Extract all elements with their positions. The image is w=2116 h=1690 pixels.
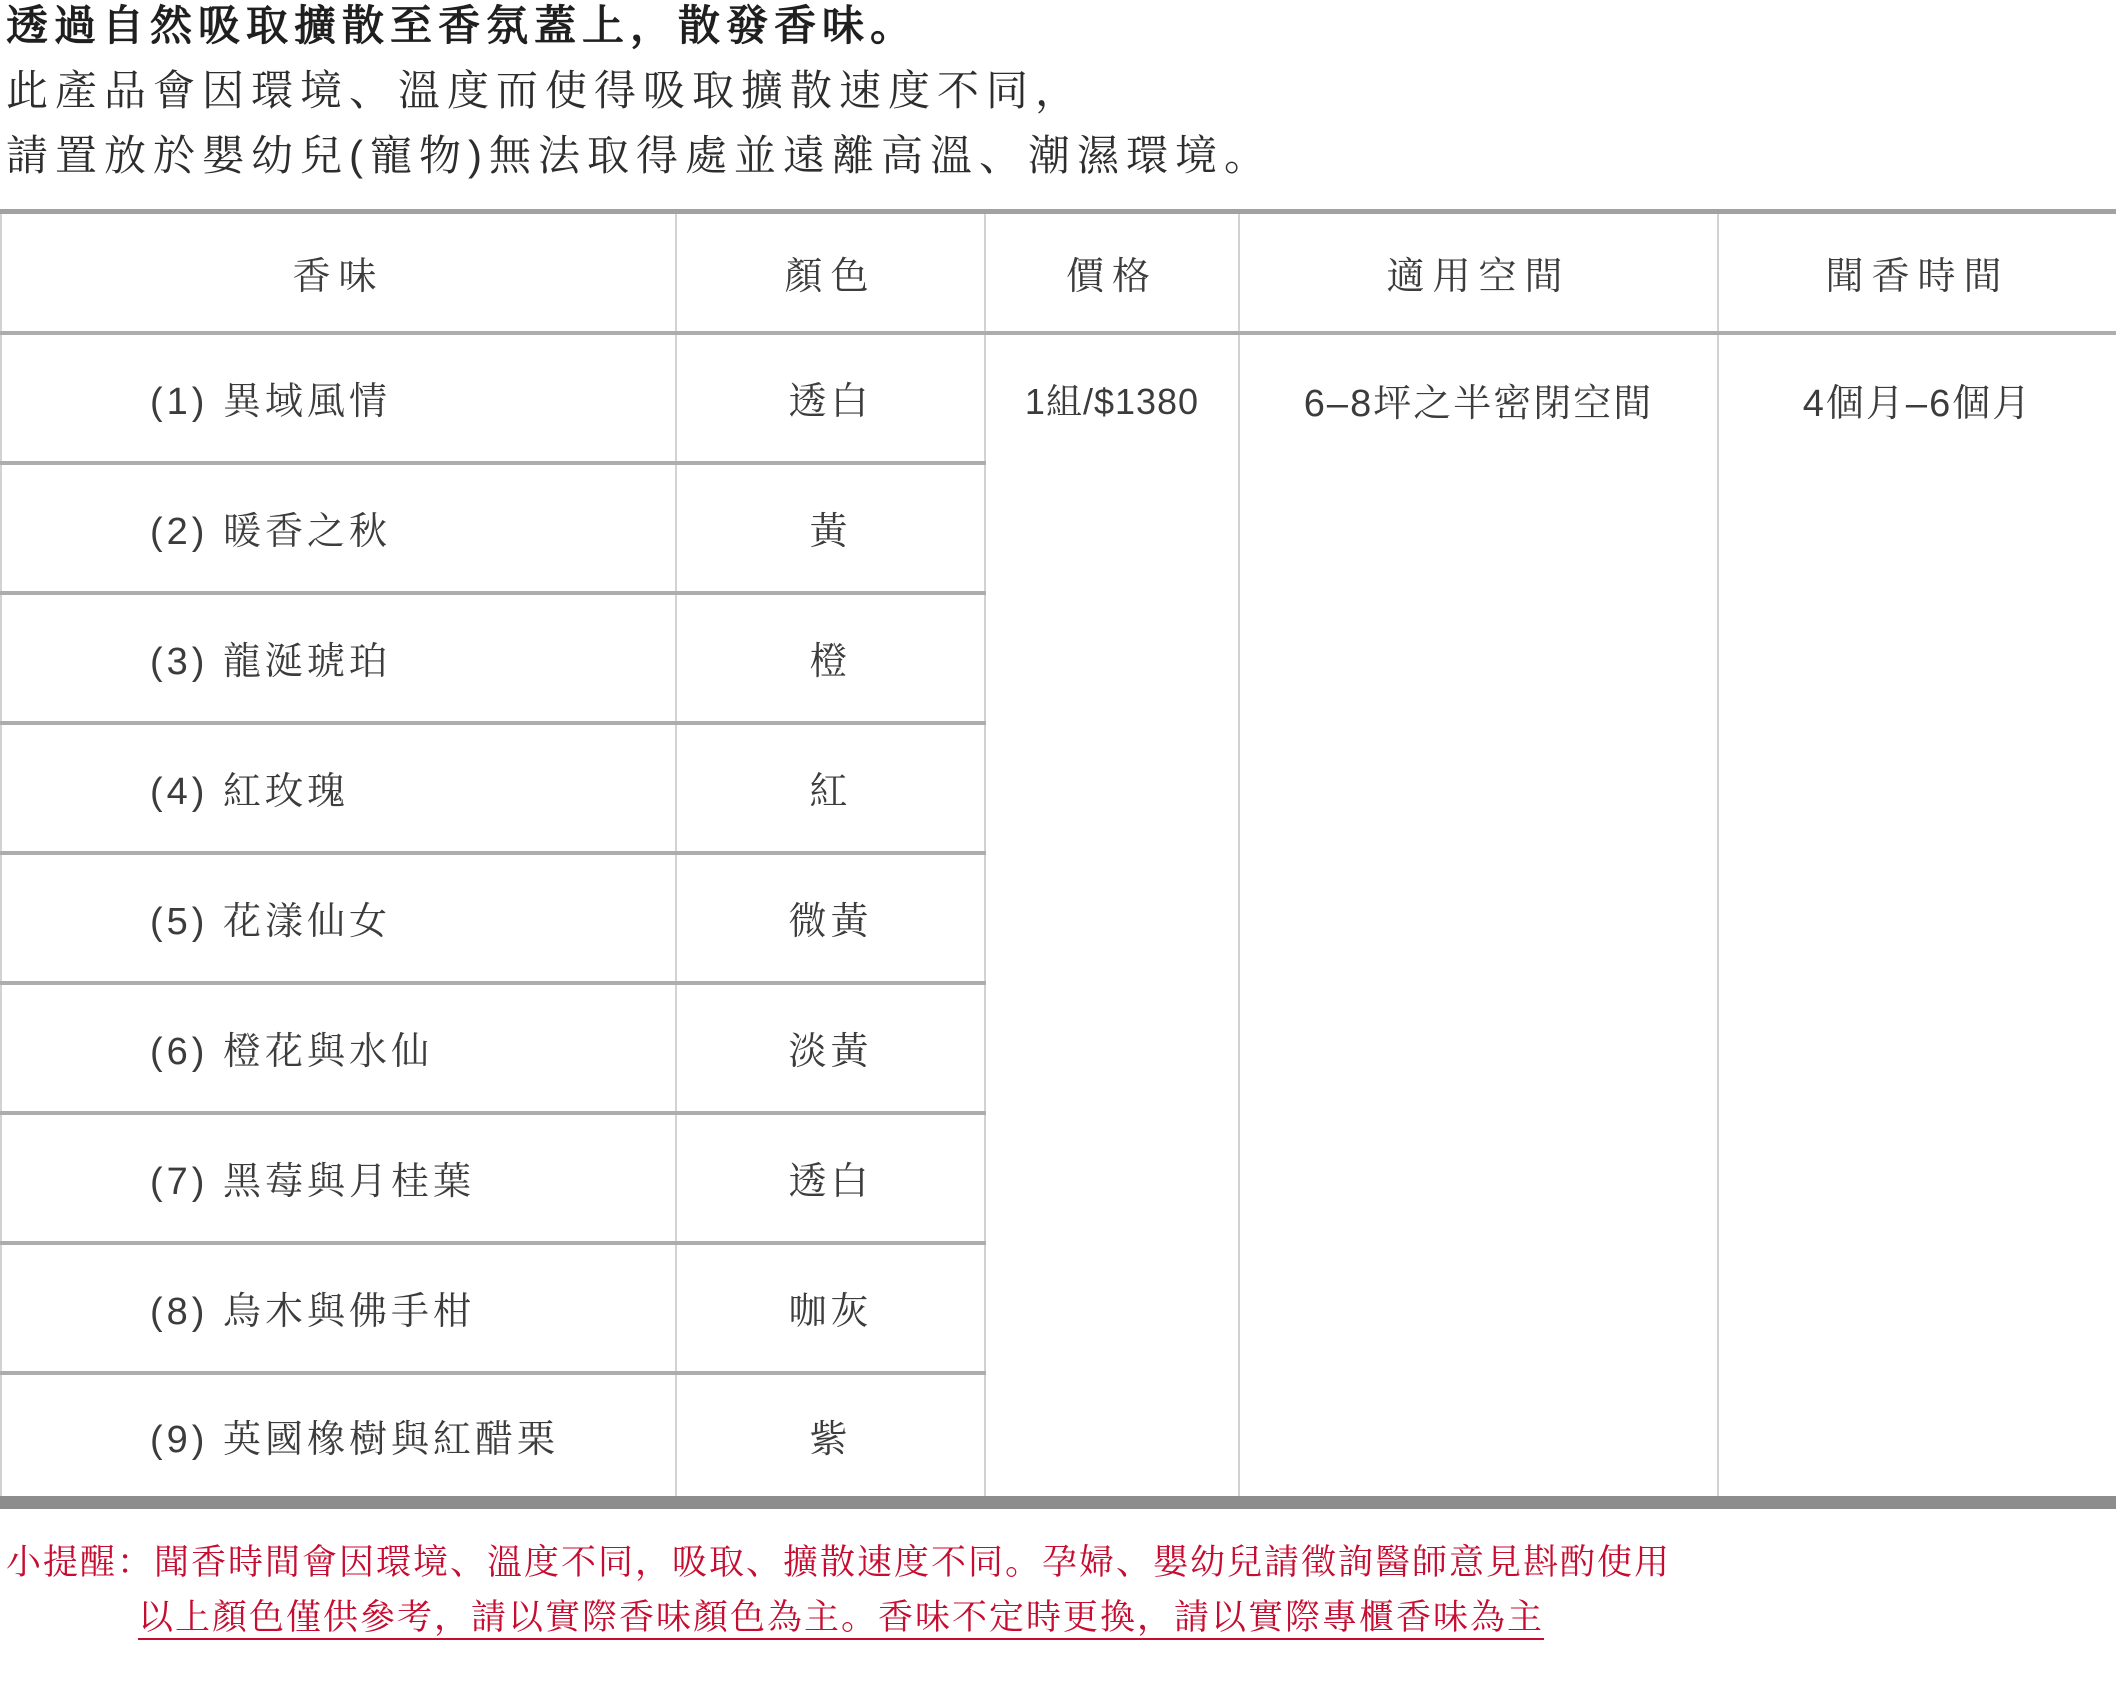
- color-cell: 透白: [676, 1113, 985, 1243]
- column-header-price: 價格: [985, 212, 1239, 333]
- intro-line-2: 此產品會因環境、溫度而使得吸取擴散速度不同，: [6, 67, 1085, 114]
- duration-merged-cell: [1718, 333, 2116, 1503]
- space-merged-cell: [1239, 333, 1718, 1503]
- scent-cell: (3) 龍涎琥珀: [1, 593, 676, 723]
- price-value: 1組/$1380: [1024, 381, 1200, 422]
- footer-note-line-1: 小提醒：聞香時間會因環境、溫度不同，吸取、擴散速度不同。孕婦、嬰幼兒請徵詢醫師意見斟酌使用: [6, 1543, 1672, 1582]
- color-cell: 紫: [676, 1373, 985, 1503]
- color-cell: 紅: [676, 723, 985, 853]
- intro-paragraph: [0, 0, 2116, 178]
- footer-notes: [0, 1543, 2116, 1638]
- color-cell: 咖灰: [676, 1243, 985, 1373]
- duration-value: 4個月–6個月: [1802, 383, 2033, 425]
- table-row: [1, 333, 2116, 463]
- scent-cell: (5) 花漾仙女: [1, 853, 676, 983]
- color-cell: 黃: [676, 463, 985, 593]
- column-header-space: 適用空間: [1239, 212, 1718, 333]
- footer-note-line-2: 以上顏色僅供參考，請以實際香味顏色為主。香味不定時更換，請以實際專櫃香味為主: [138, 1598, 1545, 1637]
- intro-line-3: 請置放於嬰幼兒(寵物)無法取得處並遠離高溫、潮濕環境。: [6, 132, 1273, 179]
- column-header-duration: 聞香時間: [1718, 212, 2116, 333]
- color-cell: 微黃: [676, 853, 985, 983]
- color-cell: 橙: [676, 593, 985, 723]
- fragrance-spec-table: [0, 209, 2116, 1509]
- scent-cell: (6) 橙花與水仙: [1, 983, 676, 1113]
- scent-cell: (4) 紅玫瑰: [1, 723, 676, 853]
- price-merged-cell: [985, 333, 1239, 1503]
- scent-cell: (2) 暖香之秋: [1, 463, 676, 593]
- column-header-color: 顏色: [676, 212, 985, 333]
- space-value: 6–8坪之半密閉空間: [1303, 383, 1654, 425]
- column-header-scent: 香味: [1, 212, 676, 333]
- color-cell: 淡黃: [676, 983, 985, 1113]
- scent-cell: (7) 黑莓與月桂葉: [1, 1113, 676, 1243]
- scent-cell: (9) 英國橡樹與紅醋栗: [150, 1418, 560, 1461]
- scent-cell: (1) 異域風情: [1, 333, 676, 463]
- color-cell: 透白: [676, 333, 985, 463]
- scent-cell: (8) 烏木與佛手柑: [1, 1243, 676, 1373]
- intro-line-1: 透過自然吸取擴散至香氛蓋上，散發香味。: [6, 2, 919, 49]
- table-header-row: [1, 212, 2116, 333]
